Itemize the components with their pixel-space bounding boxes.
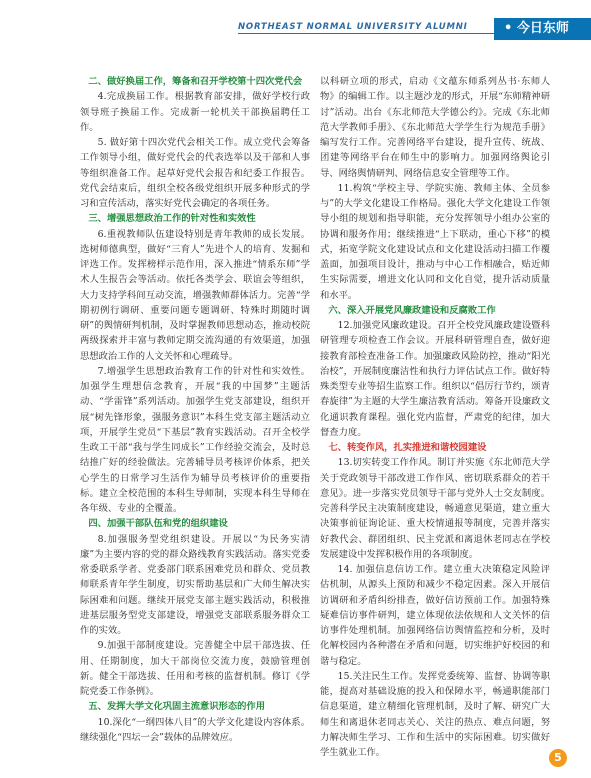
section-heading: 五、发挥大学文化巩固主流意识形态的作用 <box>88 701 266 713</box>
paragraph: 11.构筑“学校主导、学院实施、教师主体、全员参与”的大学文化建设工作格局。强化大学文化建设工作领导小组的规划和指导职能，充分发挥领导小组办公室的协调和服务作用；继续推进“上下联动，重心下移”的模式，拓宽学院文化建设试点和文化建设活动扫描工作覆盖面，加强项目设计，推动与中心工作相融合，贴近师生实际需要，增进文化认同和文化自觉，提升活动质量和水平。 <box>320 182 550 301</box>
paragraph: 15.关注民生工作。发挥党委统筹、监督、协调等职能，提高对基础设施的投入和保障水平，畅通职能部门信息渠道，建立精细化管理机制，及时了解、研究广大师生和离退休老同志关心、关注的热点、难点问题，努力解决师生学习、工作和生活中的实际困难。切实做好学生就业工作。 <box>320 670 550 758</box>
paragraph: 8.加强服务型党组织建设。开展以“为民务实清廉”为主要内容的党的群众路线教育实践活动。落实党委常委联系学者、党委部门联系困难党员和群众、党员教师联系青年学生制度，切实帮助基层和广大师生解决实际困难和问题。继续开展党支部主题实践活动，积极推进基层服务型党支部建设，增强党支部联系服务群众工作的实效。 <box>80 533 310 636</box>
paragraph: 9.加强干部制度建设。完善健全中层干部选拔、任用、任期制度，加大干部岗位交流力度，鼓励管理创新。健全干部选拔、任用和考核的监督机制。修订《学院党委工作条例》。 <box>80 640 310 697</box>
paragraph: 6.重视教师队伍建设特别是青年教师的成长发展。选树师德典型，做好“三育人”先进个人的培育、发掘和评选工作。发挥榜样示范作用，深入推进“情系东师”学术人生报告会等活动。依托各类学会、联谊会等组织，大力支持学科间互动交流，增强教师群体活力。完善“学期初例行调研、重要问题专题调研、特殊时期随时调研”的舆情研判机制，及时掌握教师思想动态，推动校院两级探索并丰富与教师定期交流沟通的有效渠道，加强思想政治工作的人文关怀和心理疏导。 <box>80 228 310 362</box>
paragraph: 5. 做好第十四次党代会相关工作。成立党代会筹备工作领导小组，做好党代会的代表选举以及干部和人事等组织准备工作。起草好党代会报告和纪委工作报告。党代会结束后，组织全校各级党组织开展多种形式的学习和宣传活动，落实好党代会确定的各项任务。 <box>80 137 310 209</box>
section-heading: 四、加强干部队伍和党的组织建设 <box>88 518 228 530</box>
right-text-column <box>320 74 550 760</box>
section-tab: • 今日东师 <box>494 18 591 40</box>
section-heading: 七、转变作风，扎实推进和谐校园建设 <box>328 442 487 453</box>
page-number-badge: 5 <box>549 749 567 767</box>
paragraph: 12.加强党风廉政建设。召开全校党风廉政建设暨科研管理专项检查工作会议。开展科研管理自查，做好迎接教育部检查准备工作。加强廉政风险防控，推动“阳光治校”，开展制度廉洁性和执行力评估试点工作。做好特殊类型专业等招生监察工作。组织以“倡厉行节约，颂青春旋律”为主题的大学生廉洁教育活动。筹备开设廉政文化通识教育课程。强化党内监督，严肃党的纪律，加大督查力度。 <box>320 320 550 438</box>
page-header <box>0 0 591 50</box>
paragraph: 4.完成换届工作。根据教育部安排，做好学校行政领导班子换届工作。完成新一轮机关干部换届聘任工作。 <box>80 91 310 133</box>
journal-english-title: NORTHEAST NORMAL UNIVERSITY ALUMNI <box>238 22 468 32</box>
left-text-column <box>80 74 310 745</box>
paragraph: 13.切实转变工作作风。制订并实施《东北师范大学关于党政领导干部改进工作作风、密切联系群众的若干意见》。进一步落实党员领导干部与党外人士交友制度。完善科学民主决策制度建设，畅通意见渠道，建立重大决策事前征询论证、重大校情通报等制度，完善并落实好教代会、群团组织、民主党派和离退休老同志在学校发展建设中发挥积极作用的各项制度。 <box>320 457 550 560</box>
section-heading: 三、增强思想政治工作的针对性和实效性 <box>88 213 256 225</box>
section-heading: 六、深入开展党风廉政建设和反腐败工作 <box>328 304 496 316</box>
section-heading: 二、做好换届工作，筹备和召开学校第十四次党代会 <box>88 76 303 87</box>
paragraph: 7.增强学生思想政治教育工作的针对性和实效性。加强学生理想信念教育，开展“我的中国梦”主题活动、“学雷锋”系列活动。加强学生党支部建设，组织开展“树先锋形象，强服务意识”本科生党支部主题活动立项，开展学生党员“下基层”教育实践活动。召开全校学生政工干部“我与学生同成长”工作经验交流会，及时总结推广好的经验做法。完善辅导员考核评价体系，把关心学生的日常学习生活作为辅导员考核评价的重要指标。建立全校范围的本科生导师制，实现本科生导师在各年级、专业的全覆盖。 <box>80 365 310 514</box>
paragraph: 14. 加强信息信访工作。建立重大决策稳定风险评估机制，从源头上预防和减少不稳定因素。深入开展信访调研和矛盾纠纷排查，做好信访预前工作。加强特殊疑难信访事件研判，建立体现依法依规和人文关怀的信访事件处理机制。加强网络信访舆情监控和分析，及时化解校园内各种潜在矛盾和问题，切实维护好校园的和谐与稳定。 <box>320 564 550 667</box>
paragraph: 以科研立项的形式，启动《文蕴东师系列丛书·东师人物》的编辑工作。以主题沙龙的形式，开展“东师精神研讨”活动。出台《东北师范大学德公约》。完成《东北师范大学教师手册》、《东北师范大学学生行为规范手册》编写发行工作。完善网络平台建设，提升宣传、统战、团建等网络平台在师生中的影响力。加强网络舆论引导、网络舆情研判、网络信息安全管理等工作。 <box>320 76 550 179</box>
paragraph: 10.深化“一纲四体八目”的大学文化建设内容体系。继续强化“四坛一会”载体的品牌效应。 <box>80 716 310 743</box>
header-rule <box>238 33 494 34</box>
